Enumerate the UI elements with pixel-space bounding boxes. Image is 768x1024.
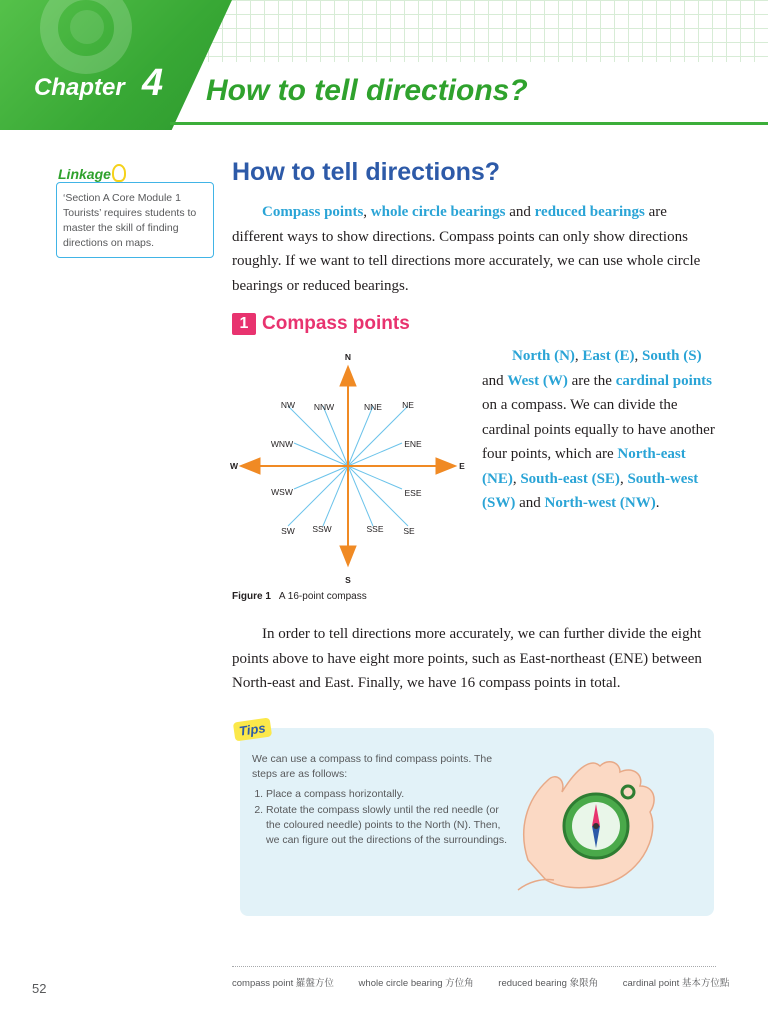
east-arrow-icon bbox=[436, 458, 456, 474]
line-se bbox=[348, 466, 408, 526]
glossary-item: reduced bearing 象限角 bbox=[498, 978, 599, 989]
tips-body bbox=[252, 752, 512, 849]
label-s: S bbox=[345, 575, 351, 585]
word-and: and bbox=[519, 495, 541, 511]
subsection-heading bbox=[232, 313, 410, 335]
chapter-number: 4 bbox=[142, 62, 164, 104]
figure-caption-text: A 16-point compass bbox=[278, 591, 367, 602]
cardinal-arrows bbox=[240, 366, 456, 566]
tips-step: 2. Rotate the compass slowly until the red needle (or the coloured needle) points to the North (N). Then, we can figure out the directions of the surroundings. bbox=[266, 803, 512, 848]
north-arrow-icon bbox=[340, 366, 356, 386]
glossary bbox=[232, 975, 751, 989]
intro-rest: are different ways to show directions. Compass points can only show directions roughly. If we want to tell directions more accurately, we can use whole circle bearings or reduced bearings. bbox=[232, 204, 701, 294]
hand-holding-compass-illustration bbox=[508, 740, 684, 900]
line-nw bbox=[288, 406, 348, 466]
figure-label: Figure 1 bbox=[232, 591, 271, 602]
term-cardinal-points: cardinal points bbox=[615, 372, 712, 389]
label-wsw: WSW bbox=[271, 487, 293, 497]
subsection-number: 1 bbox=[232, 313, 256, 335]
south-arrow-icon bbox=[340, 546, 356, 566]
label-ssw: SSW bbox=[312, 524, 332, 534]
intro-paragraph bbox=[232, 200, 708, 298]
linkage-chain-icon bbox=[112, 164, 126, 182]
word-are-the: are the bbox=[571, 372, 612, 389]
intro-and: and bbox=[509, 204, 531, 220]
term-east: East (E) bbox=[582, 348, 635, 364]
needle-pivot bbox=[593, 823, 599, 829]
label-nne: NNE bbox=[364, 402, 382, 412]
chapter-header bbox=[0, 0, 768, 130]
line-sw bbox=[288, 466, 348, 526]
subsection-title: Compass points bbox=[262, 313, 410, 334]
tips-step: 1. Place a compass horizontally. bbox=[266, 787, 512, 802]
footer-divider bbox=[232, 966, 716, 967]
term-south-west: South-west (SW) bbox=[482, 470, 699, 511]
linkage-tag bbox=[58, 164, 128, 182]
chapter-label: Chapter bbox=[34, 74, 125, 101]
term-north-west: North-west (NW) bbox=[544, 495, 656, 511]
section-heading: How to tell directions? bbox=[232, 158, 501, 186]
label-sw: SW bbox=[281, 526, 295, 536]
label-n: N bbox=[344, 352, 352, 362]
label-ene: ENE bbox=[404, 439, 422, 449]
term-south: South (S) bbox=[642, 348, 702, 364]
tips-badge: Tips bbox=[233, 718, 272, 742]
term-north-east: North-east (NE) bbox=[482, 446, 686, 487]
label-wnw: WNW bbox=[270, 439, 294, 449]
word-and: and bbox=[482, 372, 504, 389]
linkage-text: ‘Section A Core Module 1 Tourists’ requires students to master the skill of finding directions on maps. bbox=[63, 192, 197, 249]
sep: , bbox=[634, 348, 639, 364]
term-reduced-bearings: reduced bearings bbox=[534, 204, 645, 220]
term-west: West (W) bbox=[507, 372, 568, 389]
glossary-item: compass point 羅盤方位 bbox=[232, 978, 334, 989]
term-south-east: South-east (SE) bbox=[520, 470, 620, 487]
accuracy-text: In order to tell directions more accurately, we can further divide the eight points above to have eight more points, such as East-northeast (ENE) between North-east and East. Finally, we have 16 compass points in total. bbox=[232, 626, 702, 691]
linkage-box bbox=[56, 182, 214, 258]
west-arrow-icon bbox=[240, 458, 260, 474]
header-divider bbox=[170, 122, 768, 125]
glossary-item: whole circle bearing 方位角 bbox=[358, 978, 474, 989]
figure-caption bbox=[232, 591, 367, 602]
label-nnw: NNW bbox=[313, 402, 335, 412]
label-sse: SSE bbox=[366, 524, 384, 534]
sep: , bbox=[574, 348, 579, 364]
label-ne: NE bbox=[402, 400, 414, 410]
decorative-circle-icon bbox=[70, 10, 104, 44]
accuracy-paragraph bbox=[232, 622, 716, 696]
linkage-tag-label: Linkage bbox=[58, 166, 111, 182]
label-e: E bbox=[459, 461, 465, 471]
period: . bbox=[655, 495, 660, 511]
chapter-banner bbox=[0, 0, 232, 130]
tips-steps bbox=[252, 787, 512, 848]
chapter-title: How to tell directions? bbox=[206, 74, 528, 107]
intro-comma: , bbox=[363, 204, 368, 220]
term-whole-circle-bearings: whole circle bearings bbox=[370, 204, 506, 220]
cardinal-points-paragraph bbox=[482, 344, 718, 516]
label-se: SE bbox=[403, 526, 415, 536]
tips-intro: We can use a compass to find compass points. The steps are as follows: bbox=[252, 753, 493, 780]
page-number: 52 bbox=[32, 981, 47, 996]
glossary-item: cardinal point 基本方位點 bbox=[622, 978, 730, 989]
label-ese: ESE bbox=[404, 488, 422, 498]
term-north: North (N) bbox=[512, 348, 575, 364]
sep: , bbox=[512, 470, 517, 487]
cardinal-mid-text: on a compass. We can divide the cardinal points equally to have another four points, which are bbox=[482, 397, 715, 462]
term-compass-points: Compass points bbox=[262, 204, 364, 220]
label-w: W bbox=[229, 461, 239, 471]
compass-figure bbox=[226, 348, 474, 588]
label-nw: NW bbox=[280, 400, 296, 410]
sep: , bbox=[619, 470, 624, 487]
line-ne bbox=[348, 406, 408, 466]
